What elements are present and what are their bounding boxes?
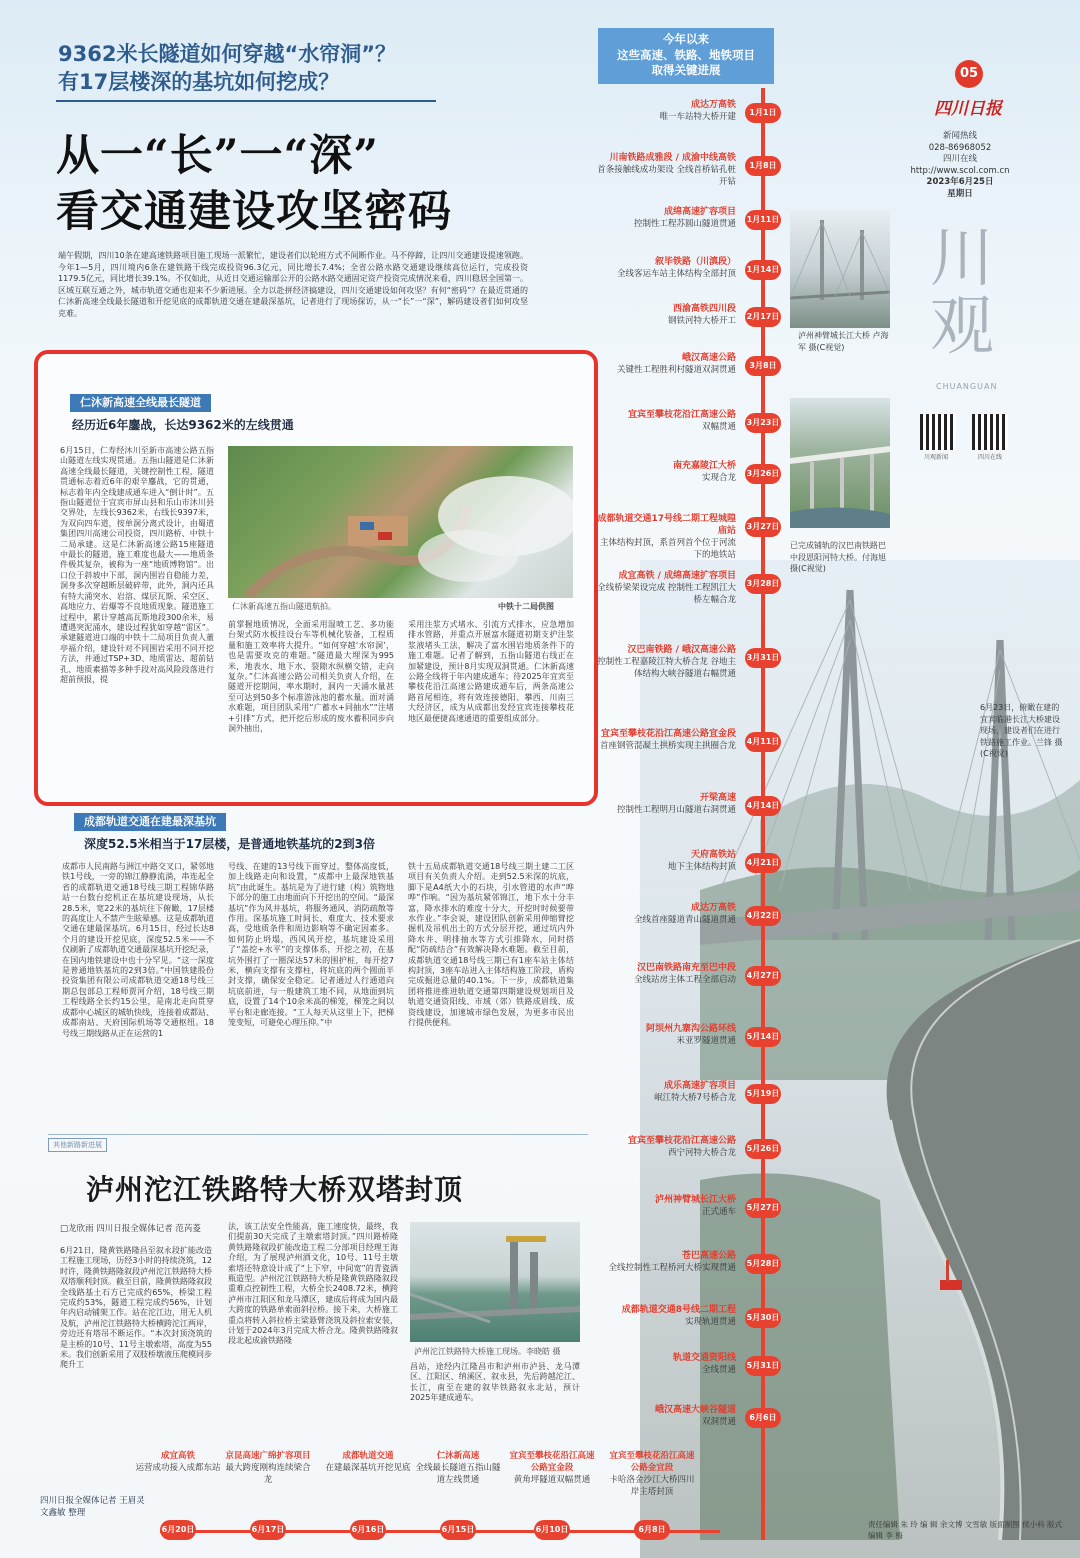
timeline-entry-desc: 在建最深基坑开挖见底: [325, 1463, 411, 1473]
section1-col1: 6月15日，仁寿经沐川至新市高速公路五指山隧道左线实现贯通。五指山隧道是仁沐新高速全线最长隧道，关键控制性工程，隧道贯通标志着近6年的艰辛鏖战，它的贯通，标志着年内全线建成通车进入“倒计时”。五指山隧道位于宜宾市屏山县和乐山市沐川县交界处，左线长9362米，右线长9397米，为双向四车道，按单洞分离式设计，由蜀道集团四川高速公司投资，四川路桥、中铁十二局承建。这是仁沐新高速公路15座隧道中最长的隧道，施工难度也最大——地质条件极其复杂，被称为一座“地质博物馆”。出口位于斜坡中下部，洞内围岩自稳能力差，洞身多次穿越断层破碎带，此外，洞内还具有特大涌突水、岩溶、煤层瓦斯、采空区、高地应力、岩爆等不良地质现象。隧道施工过程中，累计穿越高瓦斯地段300余米，易遭遇突泥涌水，建设过程犹如穿越“雷区”。承建隧道进口端的中铁十二局项目负责人董亭福介绍，建设针对不同围岩采用不同开挖方法，并通过TSP+3D、地质雷达、超前钻孔、地质素描等多种手段对高风险段落进行超前预报，提: [60, 446, 214, 684]
timeline-entry-desc: 控制性工程苏圆山隧道贯通: [633, 219, 736, 229]
timeline-entry: [596, 962, 736, 986]
column-name-text: 川观: [930, 222, 994, 364]
timeline-entry-title: 汉巴南铁路南充至巴中段: [636, 963, 736, 973]
timeline-header-line-2: 这些高速、铁路、地铁项目: [617, 47, 755, 62]
timeline-entry: [596, 1080, 736, 1104]
timeline-date-badge: 5月27日: [745, 1198, 781, 1218]
timeline-date-badge: 6月6日: [745, 1408, 781, 1428]
timeline-entry: [596, 792, 736, 816]
section3-col2: 法，该工法安全性能高，施工速度快，最终，我们提前30天完成了主墩索塔封顶。”四川路桥隆黄铁路隆叙段扩能改造工程二分部项目经理王海介绍，为了展现泸州酒文化，10号、11号主墩索塔还特意设计成了“上下窄，中间宽”的青瓷酒瓶造型。泸州沱江铁路特大桥是隆黄铁路隆叙段重难点控制性工程，大桥全长2408.72米，横跨泸州市江阳区和龙马潭区，建成后将成为国内最大跨度的铁路单索面斜拉桥。接下来，大桥施工重点将转入斜拉桥主梁悬臂浇筑及斜拉索安装，计划于2024年3月完成大桥合龙。隆黄铁路隆叙段北起成渝铁路隆: [228, 1222, 398, 1346]
section2-subtitle: 深度52.5米相当于17层楼，是普通地铁基坑的2到3倍: [84, 837, 376, 851]
site-url[interactable]: http://www.scol.com.cn: [910, 165, 1010, 176]
timeline-entry: [596, 1304, 736, 1328]
timeline-entry-title: 川南铁路成雅段 / 成渝中线高铁: [609, 153, 736, 163]
section2-col1: 成都市人民南路与洲江中路交叉口，紧邻地铁1号线，一旁的锦江静静流淌，串连起全省的成都轨道交通18号线三期工程锦华路站一台数台挖机正在基坑建设现场，从长28.5米，宽22米的基坑往下俯瞰，17层楼的高度让人不禁产生眩晕感。这是成都轨道交通在建最深基坑。6月15日，经过长达8个月的建设开挖见底，深度52.5米——不仅刷新了成都轨道交通最深基坑开挖纪录，在国内地铁建设中也十分罕见。“这一深度是普通地铁基坑的2到3倍。”中国铁建股份投资集团有限公司成都轨道交通18号线三期总包部总工程师贾河介绍，18号线三期工程线路全长约15公里，是南北走向贯穿成都中心城区的城轨快线，连接着成都站、成都南站、天府国际机场等交通枢纽。18号线三期线路从正在运营的1: [62, 862, 214, 1038]
photo-caption-right-1: 泸州神臂城长江大桥 卢海军 摄(C视觉): [798, 331, 889, 352]
timeline-date-badge: 6月8日: [634, 1520, 670, 1540]
timeline-date-badge: 6月16日: [350, 1520, 386, 1540]
timeline-date-badge: 5月31日: [745, 1356, 781, 1376]
column-name-english: CHUANGUAN: [936, 382, 998, 391]
timeline-date-badge: 6月20日: [160, 1520, 196, 1540]
section1-col2: 前掌握地质情况，全面采用湿喷工艺、多功能台架式防水板挂设台车等机械化装备，工程质量和施工效率将大提升。“如何穿越‘水帘洞’，也是需要攻克的难题。”隧道最大埋深为995米，地表水、地下水、裂隙水纵横交错，走向复杂。”仁沐高速公路公司相关负责人介绍，在隧道开挖期间，率水期时，洞内一天涌水量甚至可达到50多个标准游泳池的蓄水量。面对涌水难题，项目团队采用“广蓄水+同抽水”“注堵+引排”方式，把开挖后形成的废水蓄积同步向洞外抽出，: [228, 620, 394, 734]
bridge-construction-photo: [410, 1222, 580, 1342]
hanbanan-railway-illustration: [790, 398, 890, 528]
section1-photo-caption: 仁沐新高速五指山隧道航拍。: [232, 602, 336, 611]
timeline-entry-desc: 卡哈洛金沙江大桥四川岸主塔封顶: [609, 1475, 695, 1497]
timeline-entry-title: 成绵高速扩容项目: [663, 207, 736, 217]
timeline-entry: [412, 1450, 504, 1486]
timeline-entry-desc: 双幅贯通: [701, 422, 736, 432]
section3-small-tag: 其他新路新进展: [48, 1138, 107, 1152]
headline: [56, 128, 452, 240]
qr-label-2: 四川在线: [978, 454, 1003, 461]
timeline-entry: [596, 1250, 736, 1274]
timeline-entry-desc: 全线控制性工程桥河大桥实现贯通: [608, 1263, 736, 1273]
timeline-date-badge: 5月28日: [745, 1254, 781, 1274]
timeline-entry-desc: 首座钢管混凝土拱桥实现主拱圈合龙: [599, 741, 736, 751]
timeline-entry-title: 成都轨道交通8号线二期工程: [621, 1305, 736, 1315]
timeline-entry: [596, 460, 736, 484]
site-label: 四川在线: [942, 154, 977, 164]
timeline-entry: [132, 1450, 224, 1474]
masthead-info: [900, 131, 1020, 200]
timeline-entry: [596, 1023, 736, 1047]
timeline-entry-desc: 主体结构封顶，系首列首个位于河流下的地铁站: [599, 538, 736, 560]
timeline-entry-title: 成达万高铁: [690, 100, 736, 110]
timeline-entry: [596, 1135, 736, 1159]
timeline-entry-desc: 正式通车: [701, 1207, 736, 1217]
timeline-date-badge: 1月1日: [745, 103, 781, 123]
timeline-date-badge: 5月26日: [745, 1139, 781, 1159]
timeline-credit: 四川日报全媒体记者 王眉灵 文鑫敏 整理: [40, 1496, 145, 1518]
timeline-date-badge: 5月30日: [745, 1308, 781, 1328]
timeline-entry-title: 成宜高铁 / 成绵高速扩容项目: [618, 571, 736, 581]
timeline-entry-title: 轨道交通资阳线: [672, 1353, 736, 1363]
section2-col2: 号线、在建的13号线下面穿过，整体高度低，加上线路走向和设置，“成都中上最深地铁基坑”由此诞生。基坑是为了进行建（构）筑物地下部分的施工由地面向下开挖出的空间。“最深基坑”作为风井基坑，将服务通风、消防疏散等作用。深基坑施工时间长、难度大、技术要求高，受地质条件和周边影响等不确定因素多。如何防止坍塌，西风风开挖，基坑建设采用了“盖挖+水平”的支撑体系，开挖之初，在基坑外围打了一圈深达57米的围护桩，每开挖7米，横向支撑有支撑柱，将坑底的两个圆面半封支撑，确保安全稳定。记者通过人行通道向坑底前进，与一般建筑工地不同，从地面到坑底，设置了14个10余米高的梯笼，梯笼之间以平台和走廊连接。“工人每天从这里上下，把梯笼变短，可避免心理压抑。”中: [228, 862, 394, 1028]
timeline-date-badge: 4月14日: [745, 796, 781, 816]
timeline-entry: [596, 728, 736, 752]
timeline-date-badge: 3月23日: [745, 413, 781, 433]
timeline-header-line-3: 取得关键进展: [651, 63, 721, 77]
timeline-entry: [596, 152, 736, 188]
timeline-entry-title: 仁沐新高速: [436, 1451, 480, 1461]
timeline-entry-title: 开梁高速: [699, 793, 736, 803]
timeline-date-badge: 1月11日: [745, 210, 781, 230]
section3-col1: 6月21日，隆黄铁路隆昌至叙永段扩能改造工程施工现场，历经3小时的持续浇筑，12时许，隆黄铁路隆叙段泸州沱江铁路特大桥双塔顺利封顶。截至目前，隆黄铁路隆叙段全线路基土石方已完成约65%，桥梁工程完成约53%，隧道工程完成约56%，计划年内启动铺架工作。站在沱江边，用无人机及航，泸州沱江铁路特大桥横跨沱江两岸，旁边还有塔吊不断运作。“本次封顶浇筑的是主桥的10号、11号主墩索塔，高度为55米。我们创新采用了双肢桥墩液压爬模同步爬升工: [60, 1246, 212, 1370]
hanbanan-railway-photo: [790, 398, 890, 528]
timeline-entry-desc: 实现合龙: [701, 473, 736, 483]
timeline-date-badge: 3月8日: [745, 356, 781, 376]
timeline-entry-desc: 首条接触线成功架设 全线首桥钻孔桩开钻: [597, 165, 736, 187]
timeline-date-badge: 3月28日: [745, 574, 781, 594]
timeline-entry-title: 汉巴南铁路 / 峨汉高速公路: [627, 645, 736, 655]
kicker-line-2: 有17层楼深的基坑如何挖成？: [58, 70, 340, 94]
timeline-entry: [596, 644, 736, 680]
timeline-entry: [596, 409, 736, 433]
hotline-number: 028-86968052: [928, 142, 992, 153]
timeline-entry-desc: 全线首座隧道青山隧道贯通: [633, 915, 736, 925]
timeline-entry-desc: 控制性工程嘉陵江特大桥合龙 谷地主体结构大峡谷隧道右幅贯通: [597, 657, 736, 679]
section1-col3: 采用注浆方式堵水、引流方式排水，应急增加排水管路，并重点开展富水隧道初期支护注浆浆液堵头工法，解决了富水围岩地质条件下的施工难题。记者了解到，五指山隧道右线正在加紧建设，预计8月实现双洞贯通。仁沐新高速公路全线将于年内建成通车；待2025年宜宾至攀枝花沿江高速公路建成通车后，两条高速公路首尾相连，将有效连接德阳、攀西、川南三大经济区，成为从成都出发经宜宾连接攀枝花地区最便捷高速通道的重要组成部分。: [408, 620, 574, 723]
timeline-entry-title: 阿坝州九寨沟公路环线: [645, 1024, 736, 1034]
timeline-entry-desc: 双洞贯通: [701, 1417, 736, 1427]
timeline-date-badge: 2月17日: [745, 307, 781, 327]
timeline-entry: [222, 1450, 314, 1486]
lede-paragraph: 端午假期，四川10条在建高速铁路项目施工现场一派繁忙，建设者们以轮班方式不间断作业。马不停蹄，让四川交通建设提速领跑。今年1—5月，四川境内6条在建铁路干线完成投资96.3亿元，同比增长7.4%；全省公路水路交通建设继续高位运行，完成投资1179.5亿元，同比增长39.1%。不仅如此，从近日交通运输部公开的公路水路交通固定资产投资完成情况来看，四川稳居全国第一。区域互联互通之外，城市轨道交通也迎来不少新进展。全力以赴拼经济搞建设，四川交通建设如何攻坚？有何“密码”？在最近贯通的仁沐新高速全线最长隧道和开挖见底的成都轨道交通在建最深基坑，记者进行了现场探访，从一“长”一“深”，解码建设者们如何攻坚克难。: [58, 251, 528, 318]
timeline-entry-desc: 黄角坪隧道双幅贯通: [513, 1475, 591, 1485]
timeline-entry: [596, 1404, 736, 1428]
qr-label-1: 川观新闻: [924, 454, 949, 461]
timeline-entry-title: 叙毕铁路（川滇段）: [654, 257, 736, 267]
timeline-entry-desc: 全线最长隧道五指山隧道左线贯通: [415, 1463, 501, 1485]
timeline-date-badge: 5月19日: [745, 1084, 781, 1104]
timeline-entry: [606, 1450, 698, 1498]
timeline-date-badge: 6月10日: [534, 1520, 570, 1540]
section3-col3: 昌站，途经内江隆昌市和泸州市泸县、龙马潭区、江阳区、纳溪区、叙永县，先后跨越沱江、长江，南至在建的叙毕铁路叙永北站，预计2025年建成通车。: [410, 1362, 580, 1403]
hotline-label: 新闻热线: [942, 131, 977, 141]
timeline-entry-title: 宜宾至攀枝花沿江高速公路: [627, 1136, 736, 1146]
timeline-entry-title: 京昆高速广绵扩容项目: [225, 1451, 311, 1461]
headline-line-1: 从一“长”一“深”: [56, 131, 379, 181]
section1-tag: 仁沐新高速全线最长隧道: [70, 394, 211, 412]
section2-tag: 成都轨道交通在建最深基坑: [74, 813, 226, 831]
timeline-entry-title: 成宜高铁: [160, 1451, 195, 1461]
timeline-date-badge: 6月17日: [250, 1520, 286, 1540]
timeline-entry: [596, 513, 736, 561]
section3-byline: □龙欣雨 四川日报全媒体记者 范芮菱: [60, 1224, 201, 1234]
timeline-entry: [596, 570, 736, 606]
timeline-entry: [596, 99, 736, 123]
timeline-date-badge: 4月22日: [745, 906, 781, 926]
timeline-entry: [596, 303, 736, 327]
timeline-entry-desc: 钢铁河特大桥开工: [667, 316, 736, 326]
timeline-entry-desc: 唯一车站特大桥开建: [659, 112, 736, 122]
timeline-entry: [596, 1352, 736, 1376]
timeline-header: [598, 28, 774, 84]
timeline-date-badge: 4月11日: [745, 732, 781, 752]
paper-name: 四川日报: [934, 99, 1002, 119]
timeline-entry-title: 宜宾至攀枝花沿江高速公路金宜段: [609, 1451, 695, 1473]
column-name: [930, 222, 1000, 364]
timeline-entry-title: 宜宾至攀枝花沿江高速公路: [627, 410, 736, 420]
timeline-entry-title: 宜宾至攀枝花沿江高速公路宜金段: [600, 729, 736, 739]
timeline-entry-desc: 实现轨道贯通: [684, 1317, 736, 1327]
timeline-date-badge: 5月14日: [745, 1027, 781, 1047]
timeline-entry-title: 成乐高速扩容项目: [663, 1081, 736, 1091]
photo-caption-right-3: 6月23日，俯瞰在建的宜宾临港长江大桥建设现场，建设者们在进行铁路施工作业。兰锋 摄(C视觉): [980, 703, 1063, 758]
kicker: [58, 40, 396, 96]
section2-col3: 铁十五局成都轨道交通18号线三期土建二工区项目有关负责人介绍。走到52.5米深的坑底，脚下是A4纸大小的石块，引水管道的水声“哗哗”作响。“因为基坑紧邻锦江，地下水十分丰富，降水排水的难度十分大，开挖时时候要带水作业。”李会说，建设团队创新采用伸缩臂挖掘机及吊机出土的方式分层开挖，通过坑内外降水井、明排抽水等方式引排降水，同时搭配“防疏结合”有效解决降水难题。截至目前，成都轨道交通18号线三期已有1座车站主体结构封顶，3座车站进入主体结构施工阶段，盾构完成掘进总量的40.1%。下一步，成都轨道集团将推进推进轨道交通第四期建设规划项目及轨道交通资阳线、市域（郊）铁路成眉线、成资线建设，加速城市绿色发展，为更多市民出行提供便利。: [408, 862, 574, 1028]
timeline-entry-title: 南充嘉陵江大桥: [672, 461, 736, 471]
timeline-entry-desc: 地下主体结构封顶: [667, 862, 736, 872]
timeline-date-badge: 6月15日: [440, 1520, 476, 1540]
bridge-construction-illustration: [410, 1222, 580, 1342]
timeline-entry-title: 峨汉高速公路: [681, 353, 736, 363]
tunnel-aerial-photo: [228, 446, 573, 598]
timeline-entry: [596, 1194, 736, 1218]
timeline-entry: [506, 1450, 598, 1486]
timeline-date-badge: 3月26日: [745, 464, 781, 484]
kicker-divider: [56, 100, 436, 102]
timeline-entry-desc: 西宁河特大桥合龙: [667, 1148, 736, 1158]
photo-caption-right-2: 已完成铺轨的汉巴南铁路巴中段恩阳河特大桥。付海旭 摄(C视觉): [790, 541, 886, 573]
timeline-entry: [322, 1450, 414, 1474]
timeline-entry-title: 苍巴高速公路: [681, 1251, 736, 1261]
tunnel-aerial-illustration: [228, 446, 573, 598]
editor-credits: 责任编辑 朱 玲 编 辑 余文博 文雪敏 版面制图 侯小科 版式编辑 李 梅: [868, 1520, 1062, 1540]
timeline-entry-desc: 全线站房主体工程全部启动: [633, 975, 736, 985]
timeline-date-badge: 1月14日: [745, 260, 781, 280]
timeline-entry-desc: 关键性工程胜利村隧道双洞贯通: [616, 365, 736, 375]
timeline-entry: [596, 206, 736, 230]
timeline-entry-title: 峨汉高速大峡谷隧道: [654, 1405, 736, 1415]
luzhou-bridge-photo: [790, 210, 890, 328]
timeline-entry-desc: 岷江特大桥7号桥合龙: [654, 1093, 736, 1103]
timeline-entry-desc: 全线客运车站主体结构全部封顶: [616, 269, 736, 279]
qr-code-icon[interactable]: [920, 414, 956, 450]
timeline-date-badge: 4月27日: [745, 966, 781, 986]
timeline-entry: [596, 256, 736, 280]
timeline-entry-desc: 全线桥梁架设完成 控制性工程凯江大桥左幅合龙: [597, 583, 736, 605]
timeline-entry-title: 泸州神臂城长江大桥: [654, 1195, 736, 1205]
timeline-entry-desc: 最大跨度刚构连续梁合龙: [225, 1463, 311, 1485]
section1-photo-credit: 中铁十二局供图: [498, 602, 554, 611]
timeline-entry-desc: 米亚罗隧道贯通: [676, 1036, 736, 1046]
timeline-entry-desc: 运营成功接入成都东站: [135, 1463, 221, 1473]
timeline-date-badge: 3月27日: [745, 517, 781, 537]
timeline-entry: [596, 849, 736, 873]
timeline-entry-title: 西渝高铁四川段: [672, 304, 736, 314]
timeline-header-line-1: 今年以来: [663, 32, 709, 46]
timeline-entry-desc: 控制性工程明月山隧道右洞贯通: [616, 805, 736, 815]
section3-title: 泸州沱江铁路特大桥双塔封顶: [86, 1173, 464, 1206]
issue-date: 2023年6月25日: [926, 177, 994, 187]
timeline-date-badge: 1月8日: [745, 156, 781, 176]
timeline-date-badge: 3月31日: [745, 648, 781, 668]
section3-photo-caption: 泸州沱江铁路特大桥施工现场。李晓皓 摄: [414, 1347, 561, 1356]
timeline-date-badge: 4月21日: [745, 853, 781, 873]
kicker-line-1: 9362米长隧道如何穿越“水帘洞”？: [58, 42, 397, 66]
timeline-entry: [596, 352, 736, 376]
section1-subtitle: 经历近6年鏖战，长达9362米的左线贯通: [72, 418, 294, 432]
section3-divider: [48, 1134, 588, 1135]
timeline-entry: [596, 902, 736, 926]
issue-weekday: 星期日: [947, 188, 973, 199]
timeline-entry-title: 天府高铁站: [690, 850, 736, 860]
headline-line-2: 看交通建设攻坚密码: [56, 187, 452, 237]
timeline-entry-title: 成达万高铁: [690, 903, 736, 913]
timeline-entry-title: 成都轨道交通17号线二期工程城隍庙站: [597, 514, 736, 536]
luzhou-bridge-illustration: [790, 210, 890, 328]
qr-code-icon[interactable]: [972, 414, 1008, 450]
page-number: 05: [955, 60, 983, 88]
timeline-entry-title: 宜宾至攀枝花沿江高速公路宜金段: [509, 1451, 595, 1473]
timeline-entry-desc: 全线贯通: [701, 1365, 736, 1375]
timeline-entry-title: 成都轨道交通: [342, 1451, 394, 1461]
